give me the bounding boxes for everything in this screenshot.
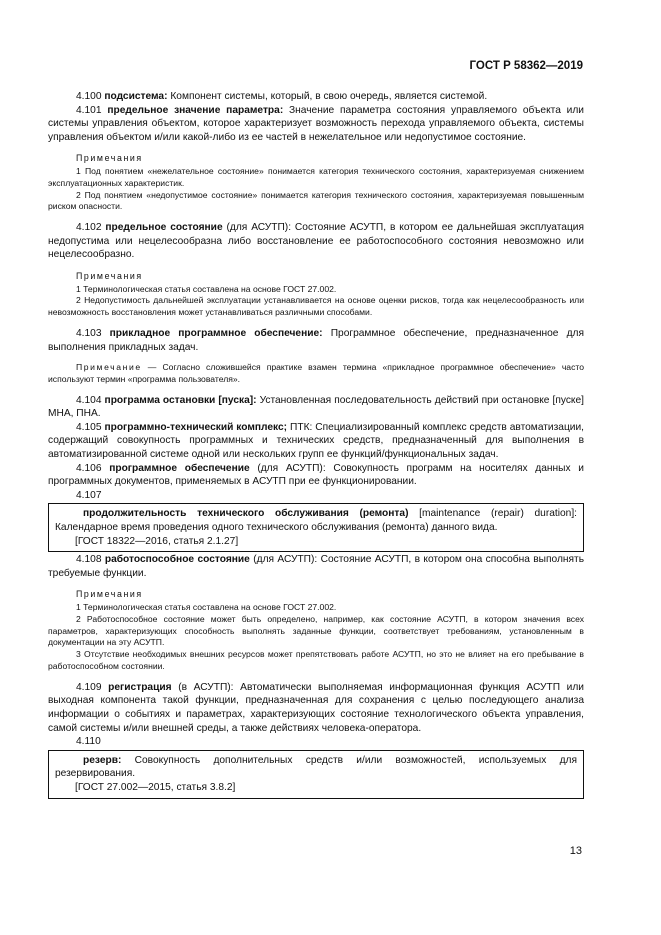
term: программа остановки [пуска]: <box>104 394 257 406</box>
entry-4-104: 4.104 программа остановки [пуска]: Установленная последовательность действий при остановке [пуске] МНА, ПНА. <box>48 394 584 420</box>
document-header: ГОСТ Р 58362—2019 <box>469 60 583 72</box>
term: работоспособное состояние <box>104 554 250 566</box>
page-number: 13 <box>569 845 582 857</box>
entry-4-108: 4.108 работоспособное состояние (для АСУТП): Состояние АСУТП, в котором она способна выполнять требуемые функции. <box>48 554 585 579</box>
term: предельное состояние <box>105 222 223 234</box>
term: подсистема: <box>104 91 168 102</box>
term: прикладное программное обеспечение: <box>109 327 323 339</box>
term: программное обеспечение <box>109 462 250 474</box>
entry-4-110-number: 4.110 <box>76 736 101 748</box>
entry-4-103: 4.103 прикладное программное обеспечение: Программное обеспечение, предназначенное для выполнения прикладных задач. <box>48 327 584 353</box>
boxed-definition-4-110: резерв: Совокупность дополнительных средств и/или возможностей, используемых для резервирования. [ГОСТ 27.002—2015, статья 3.8.2] <box>48 750 584 799</box>
entry-4-102: 4.102 предельное состояние (для АСУТП): Состояние АСУТП, в котором ее дальнейшая эксплуатация недопустима или нецелесообразна либо восстановление ее работоспособного состояния невозможно или нецелесообразно. <box>48 222 584 261</box>
notes-heading: Примечания <box>76 270 143 281</box>
entry-4-101: 4.101 предельное значение параметра: Значение параметра состояния управляемого объекта или системы управления объектом, которое характеризует возможность перехода управляемого объекта, системы управления объектом и/или какой-либо из ее частей в нежелательное или недопустимое состояние. <box>48 104 584 143</box>
note-4-103: Примечание — Согласно сложившейся практике взамен термина «прикладное программное обеспечение» часто используют термин «программа пользователя». <box>48 362 584 384</box>
term: продолжительность технического обслуживания (ремонта) <box>83 508 409 520</box>
term: программно-технический комплекс; <box>104 421 288 433</box>
note: 1 Терминологическая статья составлена на основе ГОСТ 27.002. <box>76 283 337 294</box>
term: резерв: <box>83 754 122 766</box>
term: предельное значение параметра: <box>107 104 284 116</box>
entry-4-107-number: 4.107 <box>76 489 102 501</box>
notes-heading: Примечания <box>76 589 143 600</box>
document-content <box>48 90 584 800</box>
entry-4-109: 4.109 регистрация (в АСУТП): Автоматически выполняемая информационная функция АСУТП или выходная компонента такой функции, предназначенная для сохранения с целью последующего анализа информации о событиях и параметрах, характеризующих состояние технологического объекта управления, самой системы и/или внешней среды, а также действиях человека-оператора. <box>48 681 584 734</box>
notes-heading: Примечания <box>76 153 143 164</box>
entry-4-100: 4.100 подсистема: Компонент системы, который, в свою очередь, является системой. <box>76 91 488 102</box>
note: 2 Работоспособное состояние может быть определено, например, как состояние АСУТП, в котором значения всех параметров, характеризующих способность выполнять заданные функции, соответствует требованиям, установленным в документации на эту АСУТП. <box>48 613 584 648</box>
note: 3 Отсутствие необходимых внешних ресурсов может препятствовать работе АСУТП, но это не влияет на его пребывание в работоспособном состоянии. <box>48 649 584 671</box>
source-reference: [ГОСТ 27.002—2015, статья 3.8.2] <box>75 781 236 793</box>
source-reference: [ГОСТ 18322—2016, статья 2.1.27] <box>75 535 239 547</box>
entry-4-106: 4.106 программное обеспечение (для АСУТП): Совокупность программ на носителях данных и программных документов, применяемых в АСУТП при ее функционировании. <box>48 462 584 488</box>
entry-4-105: 4.105 программно-технический комплекс; ПТК: Специализированный комплекс средств автоматизации, содержащий совокупность программных и технических средств, предназначенный для выполнения в автоматизированной системе одной или нескольких групп ее функций/функциональных задач. <box>48 421 584 461</box>
note: 1 Под понятием «нежелательное состояние» понимается категория технического состояния, характеризуемая снижением эксплуатационных характеристик. <box>48 165 584 188</box>
note: 2 Под понятием «недопустимое состояние» понимается категория технического состояния, характеризуемая повышенным риском опасности. <box>48 189 584 212</box>
boxed-definition-4-107: продолжительность технического обслуживания (ремонта) [maintenance (repair) duration]: Календарное время проведения одного технического обслуживания (ремонта) данного вида. [ГОСТ 18322—2016, статья 2.1.27] <box>48 503 584 552</box>
note: 1 Терминологическая статья составлена на основе ГОСТ 27.002. <box>76 602 337 613</box>
term: регистрация <box>108 681 172 693</box>
note: 2 Недопустимость дальнейшей эксплуатации устанавливается на основе оценки рисков, тогда как нецелесообразность или невозможность восстановления может устанавливаться различными способами. <box>48 295 584 318</box>
